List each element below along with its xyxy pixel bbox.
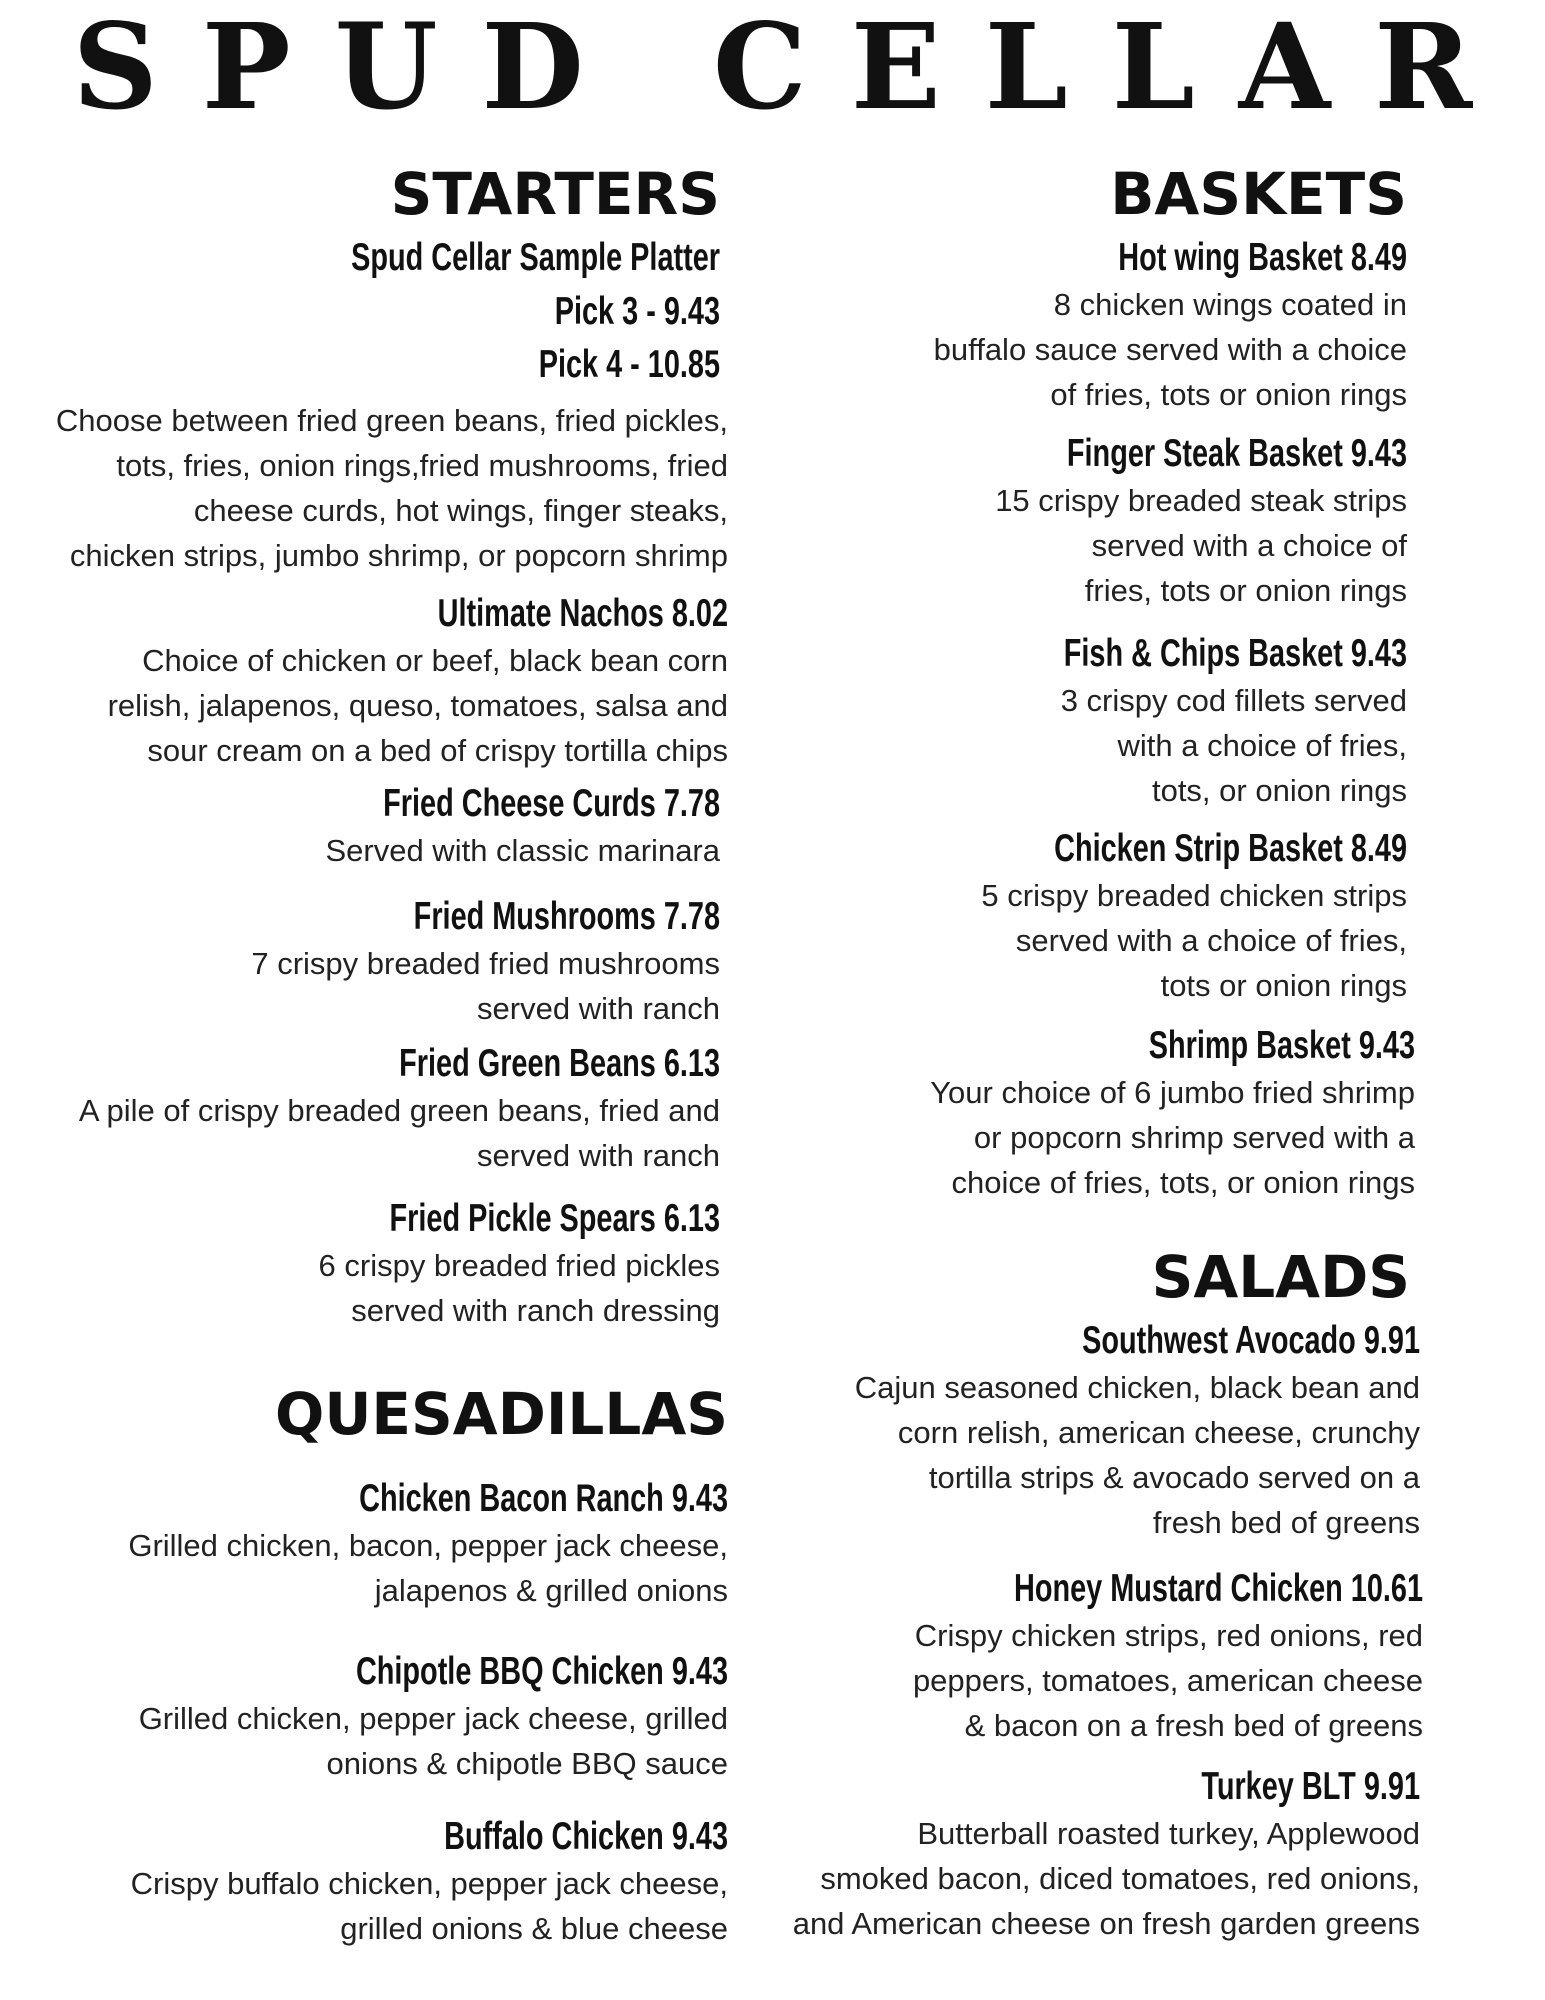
item-description-line: peppers, tomatoes, american cheese bbox=[912, 1663, 1423, 1698]
item-description-line: tortilla strips & avocado served on a bbox=[928, 1460, 1420, 1495]
item-description-line: 5 crispy breaded chicken strips bbox=[981, 878, 1407, 913]
item-name: Fried Pickle Spears 6.13 bbox=[389, 1197, 720, 1240]
item-description-line: chicken strips, jumbo shrimp, or popcorn shrimp bbox=[69, 538, 728, 573]
item-description-line: 7 crispy breaded fried mushrooms bbox=[251, 946, 720, 981]
item-name: Shrimp Basket 9.43 bbox=[1148, 1024, 1415, 1067]
item-description-line: A pile of crispy breaded green beans, fried and bbox=[78, 1093, 720, 1128]
item-name: Ultimate Nachos 8.02 bbox=[437, 592, 728, 635]
item-description-line: jalapenos & grilled onions bbox=[374, 1573, 728, 1608]
left-column bbox=[28, 0, 728, 2000]
item-description-line: or popcorn shrimp served with a bbox=[973, 1120, 1415, 1155]
item-description-line: buffalo sauce served with a choice bbox=[933, 332, 1407, 367]
item-description-line: Choice of chicken or beef, black bean corn bbox=[142, 643, 728, 678]
menu-item bbox=[0, 288, 720, 336]
item-description-line: 15 crispy breaded steak strips bbox=[995, 483, 1407, 518]
item-description-line: smoked bacon, diced tomatoes, red onions, bbox=[820, 1861, 1420, 1896]
menu-item bbox=[8, 1648, 728, 1786]
menu-item-description bbox=[8, 398, 728, 578]
item-description-line: Butterball roasted turkey, Applewood bbox=[917, 1816, 1420, 1851]
item-description-line: Grilled chicken, bacon, pepper jack cheese, bbox=[128, 1528, 728, 1563]
item-description-line: served with a choice of fries, bbox=[1015, 923, 1407, 958]
item-description-line: tots, fries, onion rings,fried mushrooms, fried bbox=[116, 448, 728, 483]
right-column bbox=[715, 0, 1423, 2000]
item-description-line: tots, or onion rings bbox=[1151, 773, 1407, 808]
item-name: Pick 3 - 9.43 bbox=[554, 290, 720, 333]
item-name: Pick 4 - 10.85 bbox=[538, 343, 720, 386]
item-description-line: grilled onions & blue cheese bbox=[340, 1911, 728, 1946]
item-description-line: Crispy chicken strips, red onions, red bbox=[914, 1618, 1423, 1653]
menu-item bbox=[695, 1022, 1415, 1205]
item-name: Fried Mushrooms 7.78 bbox=[413, 895, 720, 938]
item-description-line: cheese curds, hot wings, finger steaks, bbox=[193, 493, 728, 528]
item-name: Buffalo Chicken 9.43 bbox=[444, 1815, 728, 1858]
menu-item bbox=[700, 1317, 1420, 1545]
menu-item bbox=[687, 825, 1407, 1008]
item-name: Finger Steak Basket 9.43 bbox=[1066, 432, 1407, 475]
item-description-line: corn relish, american cheese, crunchy bbox=[897, 1415, 1420, 1450]
item-description-line: tots or onion rings bbox=[1160, 968, 1407, 1003]
item-description-line: choice of fries, tots, or onion rings bbox=[951, 1165, 1415, 1200]
item-name: Hot wing Basket 8.49 bbox=[1118, 236, 1407, 279]
item-description-line: of fries, tots or onion rings bbox=[1050, 377, 1407, 412]
item-name: Spud Cellar Sample Platter bbox=[351, 236, 720, 279]
item-description-line: served with a choice of bbox=[1091, 528, 1407, 563]
item-name: Chicken Strip Basket 8.49 bbox=[1054, 827, 1407, 870]
item-description-line: fries, tots or onion rings bbox=[1084, 573, 1407, 608]
item-description-line: Crispy buffalo chicken, pepper jack cheese, bbox=[130, 1866, 728, 1901]
item-name: Fried Cheese Curds 7.78 bbox=[383, 782, 720, 825]
item-description-line: Choose between fried green beans, fried pickles, bbox=[55, 403, 728, 438]
item-description-line: 3 crispy cod fillets served bbox=[1060, 683, 1407, 718]
menu-item bbox=[687, 234, 1407, 417]
menu-item bbox=[700, 1763, 1420, 1946]
item-name: Honey Mustard Chicken 10.61 bbox=[1014, 1567, 1423, 1610]
item-description-line: with a choice of fries, bbox=[1117, 728, 1407, 763]
section-heading-baskets: BASKETS bbox=[1110, 160, 1407, 228]
menu-item bbox=[8, 590, 728, 773]
menu-title: SPUD CELLAR bbox=[72, 0, 1517, 136]
item-description-line: Cajun seasoned chicken, black bean and bbox=[854, 1370, 1420, 1405]
menu-item bbox=[0, 1040, 720, 1178]
menu-item bbox=[687, 430, 1407, 613]
item-name: Chipotle BBQ Chicken 9.43 bbox=[355, 1650, 728, 1693]
item-description-line: served with ranch bbox=[477, 1138, 720, 1173]
item-name: Fish & Chips Basket 9.43 bbox=[1063, 632, 1407, 675]
menu-item bbox=[0, 893, 720, 1031]
item-description-line: relish, jalapenos, queso, tomatoes, salsa and bbox=[107, 688, 728, 723]
item-description-line: 8 chicken wings coated in bbox=[1053, 287, 1407, 322]
item-description-line: Served with classic marinara bbox=[325, 833, 720, 868]
menu-item bbox=[8, 1475, 728, 1613]
item-description-line: & bacon on a fresh bed of greens bbox=[964, 1708, 1423, 1743]
item-description-line: onions & chipotle BBQ sauce bbox=[326, 1746, 728, 1781]
item-description-line: Grilled chicken, pepper jack cheese, grilled bbox=[138, 1701, 728, 1736]
item-description-line: served with ranch bbox=[477, 991, 720, 1026]
item-description-line: and American cheese on fresh garden greens bbox=[792, 1906, 1420, 1941]
menu-item bbox=[0, 780, 720, 873]
item-name: Southwest Avocado 9.91 bbox=[1082, 1319, 1420, 1362]
section-heading-quesadillas: QUESADILLAS bbox=[275, 1380, 728, 1448]
item-name: Chicken Bacon Ranch 9.43 bbox=[359, 1477, 728, 1520]
item-name: Turkey BLT 9.91 bbox=[1201, 1765, 1420, 1808]
menu-item bbox=[703, 1565, 1423, 1748]
section-heading-starters: STARTERS bbox=[390, 160, 720, 228]
item-description-line: Your choice of 6 jumbo fried shrimp bbox=[930, 1075, 1415, 1110]
item-description-line: served with ranch dressing bbox=[351, 1293, 720, 1328]
menu-item bbox=[0, 341, 720, 389]
menu-item bbox=[0, 1195, 720, 1333]
item-description-line: fresh bed of greens bbox=[1152, 1505, 1420, 1540]
item-description-line: 6 crispy breaded fried pickles bbox=[318, 1248, 720, 1283]
item-name: Fried Green Beans 6.13 bbox=[399, 1042, 720, 1085]
menu-item bbox=[687, 630, 1407, 813]
menu-item bbox=[0, 234, 720, 282]
item-description-line: sour cream on a bed of crispy tortilla chips bbox=[147, 733, 728, 768]
menu-item bbox=[8, 1813, 728, 1951]
section-heading-salads: SALADS bbox=[1151, 1243, 1410, 1311]
